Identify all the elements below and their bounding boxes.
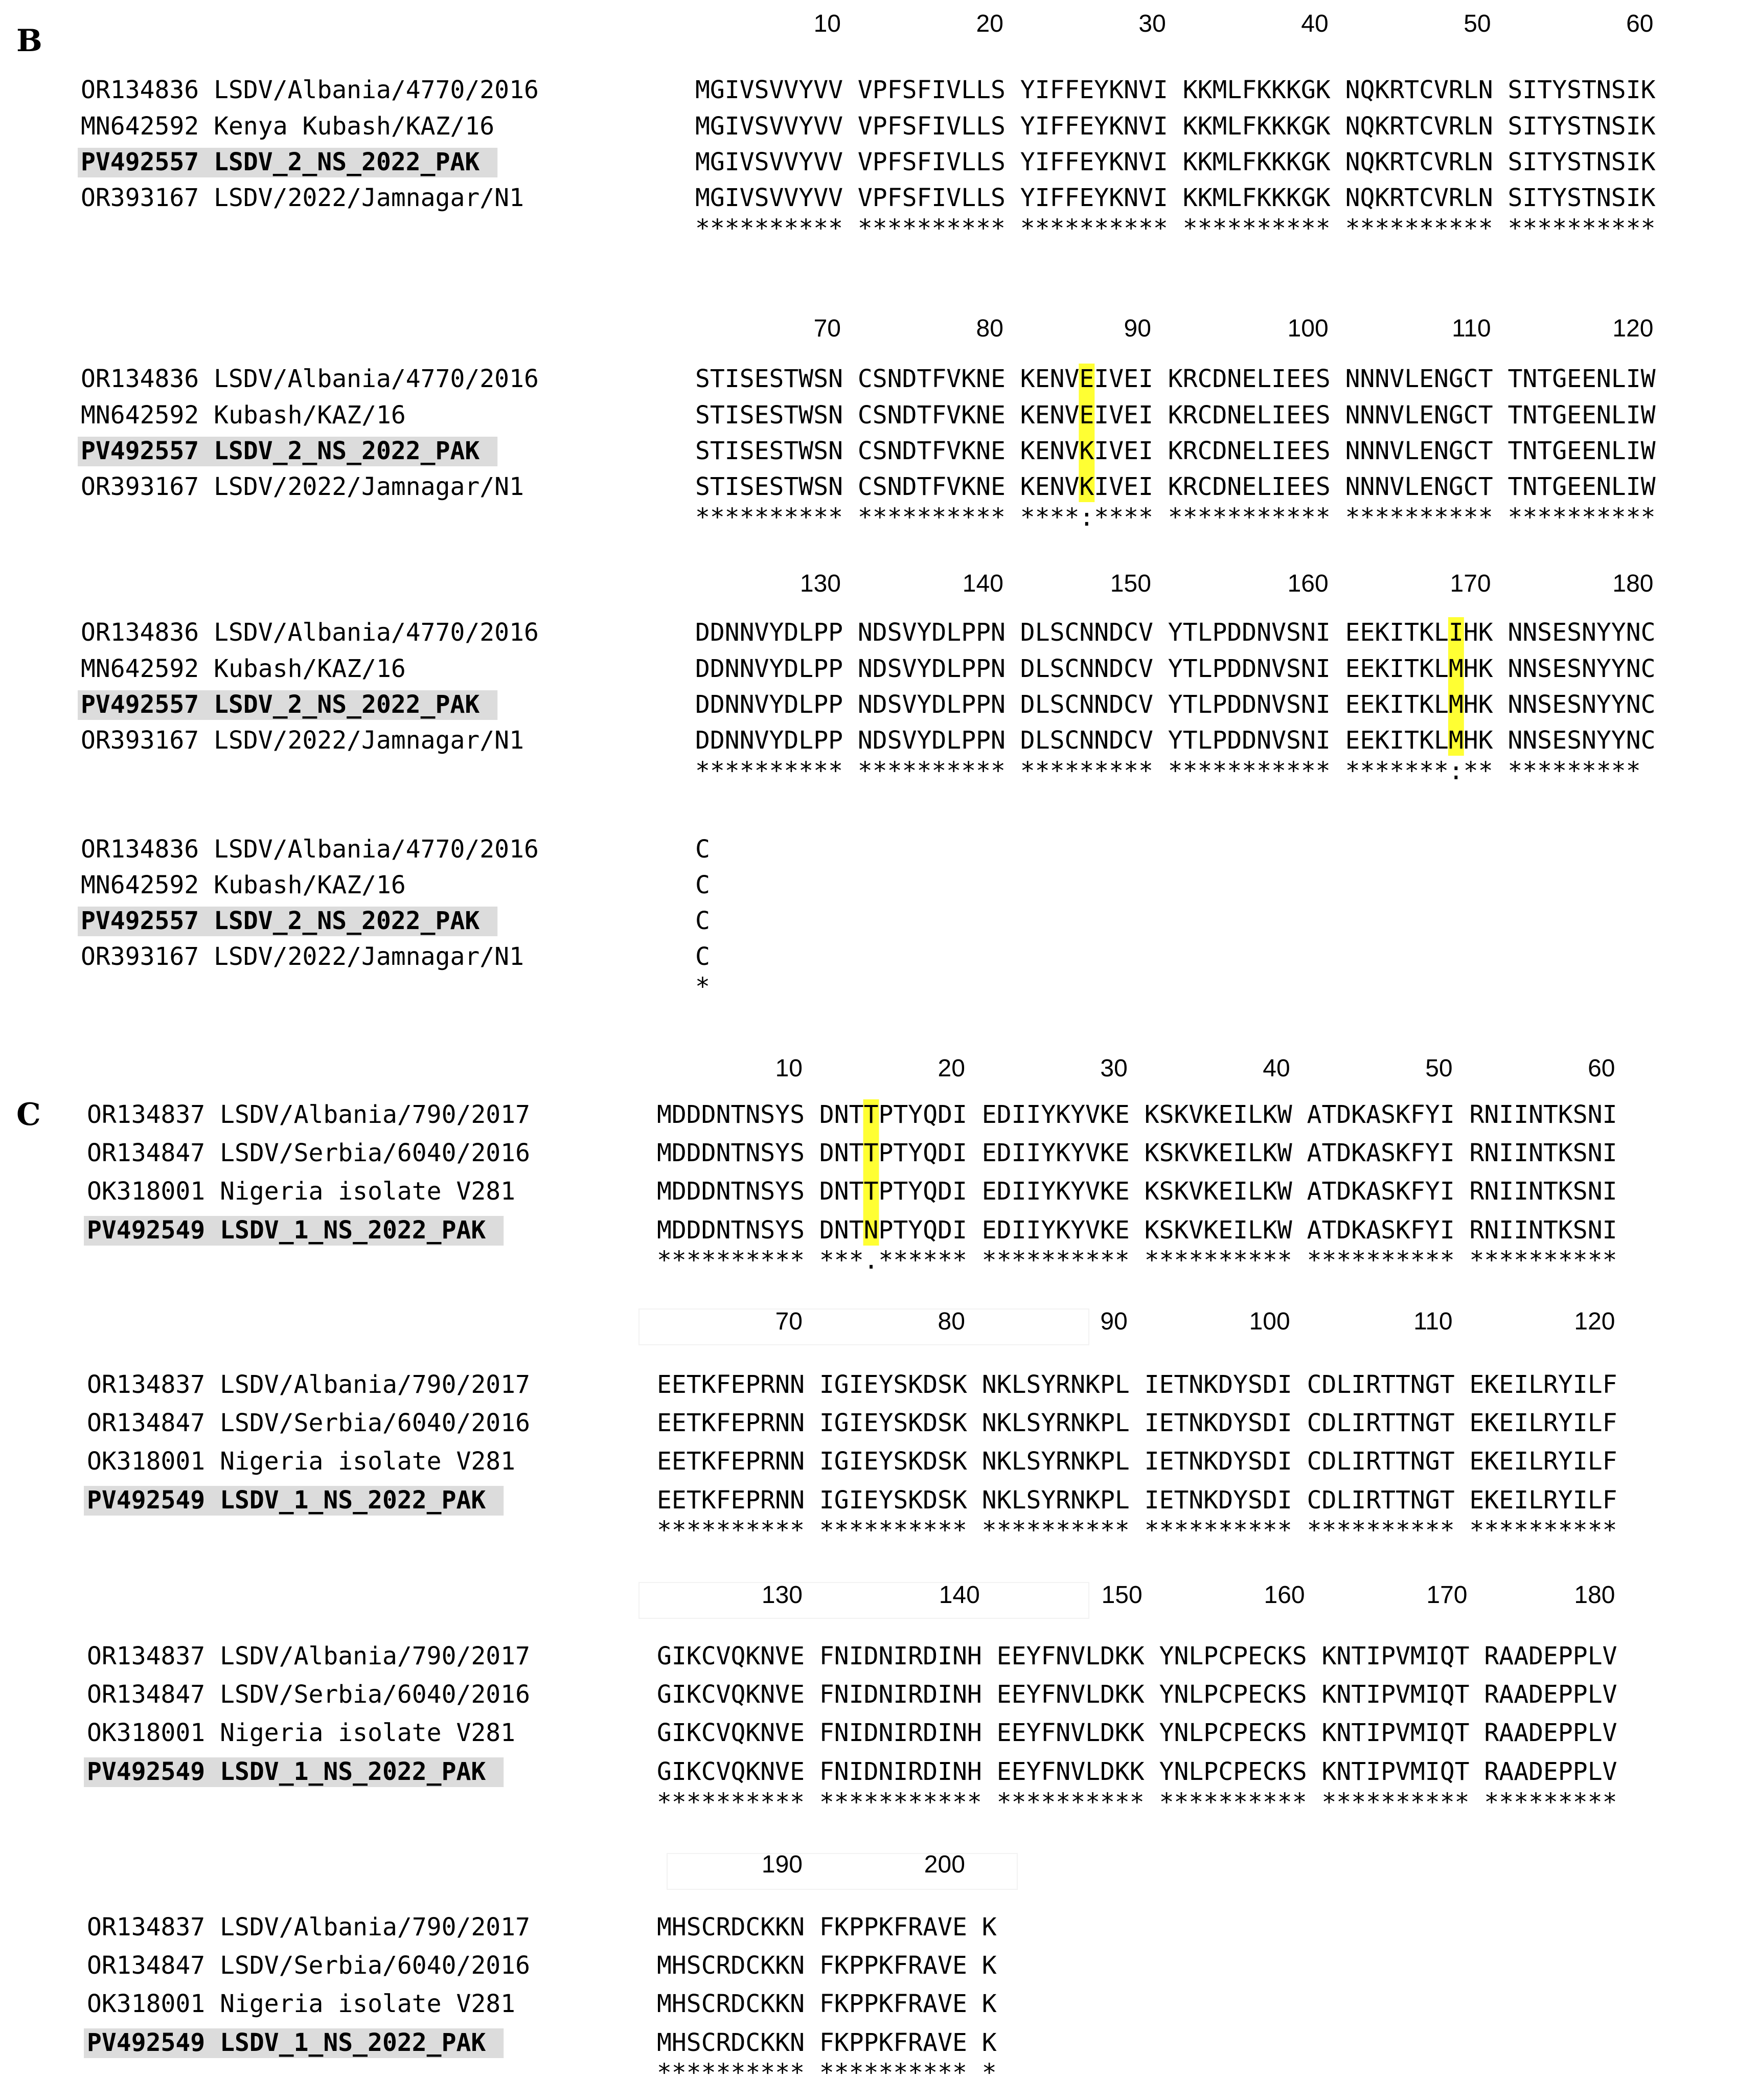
ruler-number: 50 [1464, 10, 1491, 37]
sequence-text: C [695, 907, 710, 935]
ruler-number: 60 [1588, 1055, 1615, 1082]
accession-label: OR134837 [87, 1100, 205, 1129]
isolate-name: Nigeria isolate V281 [220, 1990, 516, 2018]
ruler-number: 100 [1287, 315, 1329, 342]
sequence-row [87, 1642, 1617, 1670]
isolate-name: LSDV_2_NS_2022_PAK [214, 907, 480, 935]
ruler-number: 180 [1574, 1582, 1615, 1609]
accession-label: OR134837 [87, 1370, 205, 1399]
isolate-name: LSDV/Albania/790/2017 [220, 1642, 530, 1670]
sequence-row [84, 2028, 997, 2058]
ruler-number: 10 [775, 1055, 803, 1082]
sequence-row [87, 1990, 997, 2018]
sequence-row [81, 76, 1656, 104]
sequence-row [87, 1100, 1617, 1129]
ruler-number: 170 [1450, 570, 1491, 597]
accession-label: OR393167 [81, 942, 199, 971]
sequence-row [87, 1370, 1617, 1399]
sequence-row [78, 690, 1656, 720]
ruler-number: 110 [1452, 315, 1491, 342]
accession-label: PV492549 [87, 2028, 205, 2057]
accession-label: OR134847 [87, 1680, 205, 1709]
alignment-block [84, 1055, 1617, 1275]
ruler-number: 120 [1612, 315, 1654, 342]
isolate-name: LSDV/Albania/790/2017 [220, 1370, 530, 1399]
sequence-text: C [695, 835, 710, 864]
sequence-text: GIKCVQKNVE FNIDNIRDINH EEYFNVLDKK YNLPCPECKS KNTIPVMIQT RAADEPPLV [657, 1680, 1617, 1709]
accession-label: OK318001 [87, 1447, 205, 1476]
ruler-number: 170 [1426, 1582, 1468, 1609]
isolate-name: Kubash/KAZ/16 [214, 654, 406, 683]
accession-label: OK318001 [87, 1177, 205, 1206]
sequence-text: GIKCVQKNVE FNIDNIRDINH EEYFNVLDKK YNLPCPECKS KNTIPVMIQT RAADEPPLV [657, 1757, 1617, 1786]
accession-label: OR134847 [87, 1139, 205, 1167]
consensus-line: ********** ********** ****:**** *********** ********** ********** [695, 503, 1656, 532]
sequence-row [78, 148, 1656, 177]
accession-label: OR393167 [81, 726, 199, 755]
ruler-frame [639, 1583, 1089, 1618]
isolate-name: Kubash/KAZ/16 [214, 401, 406, 430]
accession-label: PV492549 [87, 1216, 205, 1245]
sequence-text: MGIVSVVYVV VPFSFIVLLS YIFFEYKNVI KKMLFKKKGK NQKRTCVRLN SITYSTNSIK [695, 76, 1656, 104]
ruler-number: 200 [924, 1851, 965, 1878]
ruler-number: 190 [761, 1851, 803, 1878]
sequence-row [87, 1913, 997, 1941]
sequence-text: GIKCVQKNVE FNIDNIRDINH EEYFNVLDKK YNLPCPECKS KNTIPVMIQT RAADEPPLV [657, 1642, 1617, 1670]
sequence-text: MDDDNTNSYS DNTTPTYQDI EDIIYKYVKE KSKVKEILKW ATDKASKFYI RNIINTKSNI [657, 1139, 1617, 1167]
sequence-row [87, 1447, 1617, 1476]
isolate-name: LSDV/Serbia/6040/2016 [220, 1680, 530, 1709]
accession-label: OR393167 [81, 472, 199, 501]
accession-label: MN642592 [81, 654, 199, 683]
ruler-number: 150 [1101, 1582, 1143, 1609]
isolate-name: LSDV/Albania/4770/2016 [214, 618, 539, 647]
alignment-block [84, 1308, 1617, 1545]
accession-label: PV492549 [87, 1486, 205, 1515]
accession-label: OK318001 [87, 1719, 205, 1747]
isolate-name: LSDV_1_NS_2022_PAK [220, 1757, 486, 1786]
sequence-text: DDNNVYDLPP NDSVYDLPPN DLSCNNDCV YTLPDDNVSNI EEKITKLMHK NNSESNYYNC [695, 690, 1656, 719]
sequence-text: MGIVSVVYVV VPFSFIVLLS YIFFEYKNVI KKMLFKKKGK NQKRTCVRLN SITYSTNSIK [695, 112, 1656, 141]
consensus-line: ********** ********** ********** ********** ********** ********** [695, 214, 1656, 243]
sequence-text: EETKFEPRNN IGIEYSKDSK NKLSYRNKPL IETNKDYSDI CDLIRTTNGT EKEILRYILF [657, 1486, 1617, 1515]
ruler-number: 80 [938, 1308, 965, 1335]
isolate-name: LSDV/2022/Jamnagar/N1 [214, 184, 524, 212]
sequence-text: STISESTWSN CSNDTFVKNE KENVEIVEI KRCDNELIEES NNNVLENGCT TNTGEENLIW [695, 401, 1656, 430]
isolate-name: LSDV/2022/Jamnagar/N1 [214, 942, 524, 971]
sequence-row [81, 942, 710, 971]
alignment-block [78, 10, 1656, 243]
consensus-line: ********** *********** ********** ********** ********** ********* [657, 1788, 1617, 1817]
sequence-row [81, 112, 1656, 141]
consensus-line: ********** ********** ********* *********** *******:** ********* [695, 757, 1641, 785]
sequence-text: STISESTWSN CSNDTFVKNE KENVEIVEI KRCDNELIEES NNNVLENGCT TNTGEENLIW [695, 365, 1656, 393]
sequence-text: MDDDNTNSYS DNTTPTYQDI EDIIYKYVKE KSKVKEILKW ATDKASKFYI RNIINTKSNI [657, 1177, 1617, 1206]
ruler-number: 80 [976, 315, 1003, 342]
isolate-name: LSDV/Albania/4770/2016 [214, 835, 539, 864]
sequence-row [87, 1409, 1617, 1437]
ruler-number: 150 [1110, 570, 1151, 597]
sequence-text: EETKFEPRNN IGIEYSKDSK NKLSYRNKPL IETNKDYSDI CDLIRTTNGT EKEILRYILF [657, 1409, 1617, 1437]
sequence-text: DDNNVYDLPP NDSVYDLPPN DLSCNNDCV YTLPDDNVSNI EEKITKLMHK NNSESNYYNC [695, 726, 1656, 755]
accession-label: OR134836 [81, 618, 199, 647]
isolate-name: LSDV/2022/Jamnagar/N1 [214, 726, 524, 755]
consensus-line: ********** ***.****** ********** ********** ********** ********** [657, 1246, 1617, 1275]
accession-label: OR134837 [87, 1913, 205, 1941]
sequence-text: C [695, 871, 710, 899]
ruler-number: 120 [1574, 1308, 1615, 1335]
accession-label: OR134847 [87, 1951, 205, 1980]
ruler-number: 50 [1425, 1055, 1453, 1082]
sequence-text: MGIVSVVYVV VPFSFIVLLS YIFFEYKNVI KKMLFKKKGK NQKRTCVRLN SITYSTNSIK [695, 148, 1656, 176]
sequence-text: MDDDNTNSYS DNTNPTYQDI EDIIYKYVKE KSKVKEILKW ATDKASKFYI RNIINTKSNI [657, 1216, 1617, 1245]
consensus-line: ********** ********** ********** ********** ********** ********** [657, 1516, 1617, 1545]
sequence-row [87, 1951, 997, 1980]
ruler-number: 70 [813, 315, 841, 342]
accession-label: PV492549 [87, 1757, 205, 1786]
isolate-name: LSDV/Albania/790/2017 [220, 1913, 530, 1941]
sequence-text: DDNNVYDLPP NDSVYDLPPN DLSCNNDCV YTLPDDNVSNI EEKITKLMHK NNSESNYYNC [695, 654, 1656, 683]
sequence-text: EETKFEPRNN IGIEYSKDSK NKLSYRNKPL IETNKDYSDI CDLIRTTNGT EKEILRYILF [657, 1370, 1617, 1399]
sequence-row [81, 654, 1656, 683]
isolate-name: Kubash/KAZ/16 [214, 871, 406, 899]
ruler-frame [639, 1309, 1089, 1345]
sequence-text: MHSCRDCKKN FKPPKFRAVE K [657, 1913, 997, 1941]
panel-c [16, 1055, 1617, 2087]
alignment-block [78, 835, 710, 1001]
sequence-row [81, 618, 1656, 647]
sequence-text: GIKCVQKNVE FNIDNIRDINH EEYFNVLDKK YNLPCPECKS KNTIPVMIQT RAADEPPLV [657, 1719, 1617, 1747]
isolate-name: Nigeria isolate V281 [220, 1177, 516, 1206]
sequence-text: MDDDNTNSYS DNTTPTYQDI EDIIYKYVKE KSKVKEILKW ATDKASKFYI RNIINTKSNI [657, 1100, 1617, 1129]
isolate-name: Kenya Kubash/KAZ/16 [214, 112, 495, 141]
accession-label: MN642592 [81, 112, 199, 141]
accession-label: PV492557 [81, 437, 199, 465]
sequence-text: STISESTWSN CSNDTFVKNE KENVKIVEI KRCDNELIEES NNNVLENGCT TNTGEENLIW [695, 437, 1656, 465]
sequence-row [84, 1757, 1617, 1787]
ruler-number: 40 [1301, 10, 1329, 37]
alignment-block [84, 1582, 1617, 1817]
sequence-text: DDNNVYDLPP NDSVYDLPPN DLSCNNDCV YTLPDDNVSNI EEKITKLIHK NNSESNYYNC [695, 618, 1656, 647]
alignment-block [84, 1851, 1017, 2087]
sequence-row [81, 365, 1656, 393]
isolate-name: LSDV/Albania/790/2017 [220, 1100, 530, 1129]
isolate-name: LSDV_1_NS_2022_PAK [220, 1486, 486, 1515]
sequence-row [87, 1680, 1617, 1709]
accession-label: PV492557 [81, 690, 199, 719]
ruler-number: 70 [775, 1308, 803, 1335]
sequence-text: MHSCRDCKKN FKPPKFRAVE K [657, 1951, 997, 1980]
accession-label: MN642592 [81, 401, 199, 430]
ruler-number: 30 [1100, 1055, 1128, 1082]
sequence-row [84, 1216, 1617, 1246]
isolate-name: LSDV/Albania/4770/2016 [214, 76, 539, 104]
ruler-number: 100 [1249, 1308, 1290, 1335]
ruler-number: 130 [761, 1582, 803, 1609]
accession-label: PV492557 [81, 148, 199, 176]
sequence-text: MHSCRDCKKN FKPPKFRAVE K [657, 2028, 997, 2057]
panel-letter: C [16, 1097, 41, 1133]
consensus-line: ********** ********** * [657, 2059, 997, 2087]
isolate-name: LSDV/Serbia/6040/2016 [220, 1409, 530, 1437]
isolate-name: LSDV_2_NS_2022_PAK [214, 437, 480, 465]
accession-label: OR134836 [81, 835, 199, 864]
sequence-text: EETKFEPRNN IGIEYSKDSK NKLSYRNKPL IETNKDYSDI CDLIRTTNGT EKEILRYILF [657, 1447, 1617, 1476]
ruler-number: 130 [799, 570, 841, 597]
panel-b [16, 10, 1656, 1001]
ruler-number: 20 [976, 10, 1003, 37]
isolate-name: Nigeria isolate V281 [220, 1447, 516, 1476]
isolate-name: LSDV/Albania/4770/2016 [214, 365, 539, 393]
ruler-number: 140 [939, 1582, 980, 1609]
alignment-block [78, 570, 1656, 785]
ruler-number: 30 [1138, 10, 1166, 37]
isolate-name: LSDV/Serbia/6040/2016 [220, 1139, 530, 1167]
accession-label: OR134847 [87, 1409, 205, 1437]
panel-letter: B [16, 23, 42, 59]
accession-label: OR393167 [81, 184, 199, 212]
isolate-name: LSDV_2_NS_2022_PAK [214, 148, 480, 176]
sequence-row [87, 1177, 1617, 1206]
ruler-number: 140 [962, 570, 1003, 597]
sequence-row [81, 472, 1656, 501]
isolate-name: Nigeria isolate V281 [220, 1719, 516, 1747]
ruler-number: 160 [1287, 570, 1329, 597]
ruler-number: 20 [938, 1055, 965, 1082]
ruler-number: 90 [1100, 1308, 1128, 1335]
alignment-block [78, 315, 1656, 532]
isolate-name: LSDV_1_NS_2022_PAK [220, 1216, 486, 1245]
sequence-text: MGIVSVVYVV VPFSFIVLLS YIFFEYKNVI KKMLFKKKGK NQKRTCVRLN SITYSTNSIK [695, 184, 1656, 212]
sequence-row [84, 1486, 1617, 1516]
sequence-row [81, 871, 710, 899]
sequence-row [81, 401, 1656, 430]
accession-label: OR134836 [81, 365, 199, 393]
accession-label: PV492557 [81, 907, 199, 935]
sequence-row [81, 835, 710, 864]
ruler-number: 60 [1626, 10, 1654, 37]
sequence-text: MHSCRDCKKN FKPPKFRAVE K [657, 1990, 997, 2018]
sequence-row [81, 184, 1656, 212]
isolate-name: LSDV/2022/Jamnagar/N1 [214, 472, 524, 501]
ruler-number: 90 [1124, 315, 1151, 342]
consensus-line: * [695, 973, 710, 1001]
sequence-row [87, 1139, 1617, 1167]
sequence-row [87, 1719, 1617, 1747]
ruler-number: 40 [1263, 1055, 1290, 1082]
accession-label: OK318001 [87, 1990, 205, 2018]
accession-label: OR134836 [81, 76, 199, 104]
ruler-number: 160 [1264, 1582, 1305, 1609]
ruler-number: 180 [1612, 570, 1654, 597]
accession-label: OR134837 [87, 1642, 205, 1670]
ruler-number: 10 [813, 10, 841, 37]
sequence-row [78, 907, 710, 936]
accession-label: MN642592 [81, 871, 199, 899]
sequence-text: C [695, 942, 710, 971]
isolate-name: LSDV_1_NS_2022_PAK [220, 2028, 486, 2057]
sequence-row [78, 437, 1656, 466]
sequence-row [81, 726, 1656, 755]
sequence-text: STISESTWSN CSNDTFVKNE KENVKIVEI KRCDNELIEES NNNVLENGCT TNTGEENLIW [695, 472, 1656, 501]
isolate-name: LSDV_2_NS_2022_PAK [214, 690, 480, 719]
isolate-name: LSDV/Serbia/6040/2016 [220, 1951, 530, 1980]
ruler-number: 110 [1413, 1308, 1453, 1335]
